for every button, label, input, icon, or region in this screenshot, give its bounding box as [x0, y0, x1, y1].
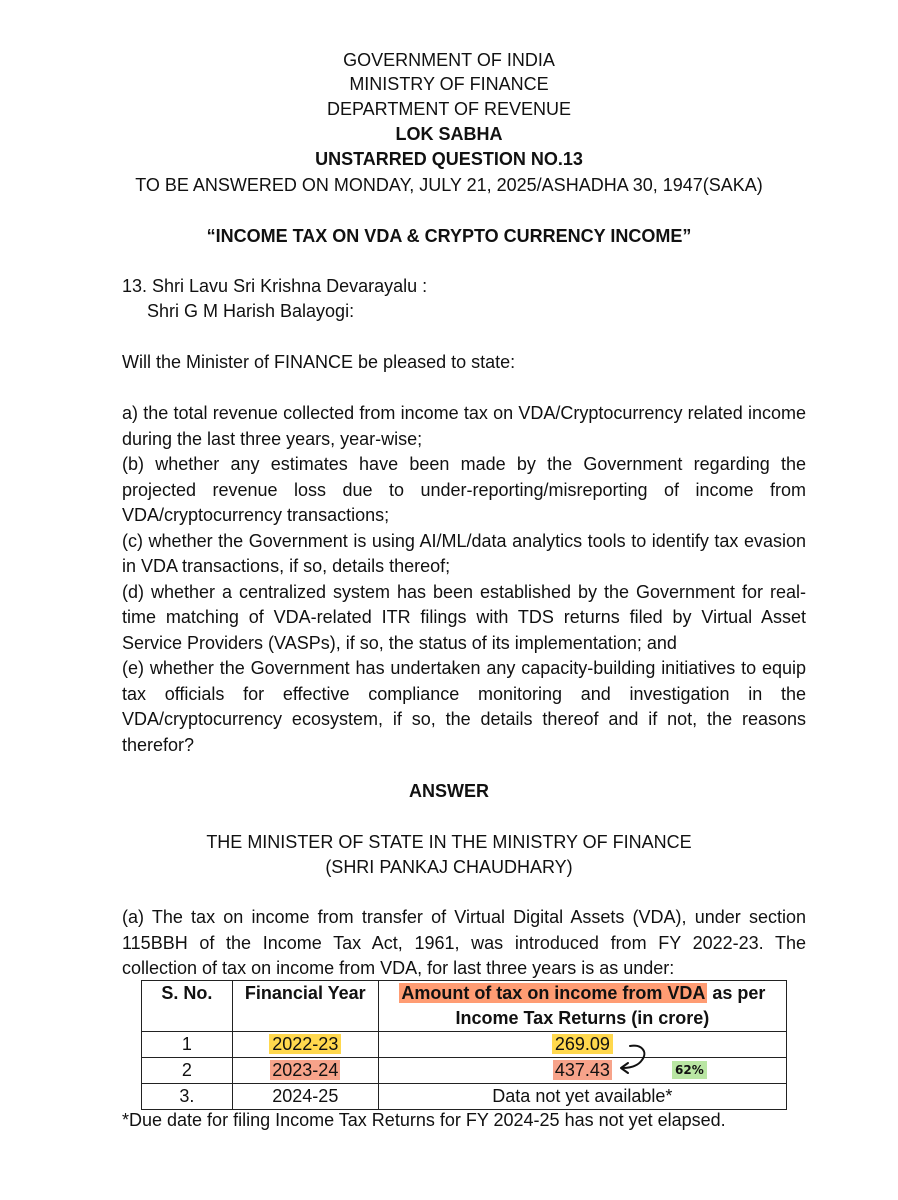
- col-header-year: Financial Year: [232, 981, 378, 1032]
- question-d: (d) whether a centralized system has been established by the Government for real-time matching of VDA-related ITR filings with TDS returns filed by Virtual Asset Service Providers (VASPs), if so, the status of its implementation; and: [122, 581, 806, 653]
- document-title: “INCOME TAX ON VDA & CRYPTO CURRENCY INCOME”: [206, 226, 692, 246]
- header-govt: GOVERNMENT OF INDIA: [343, 50, 555, 70]
- member-1: 13. Shri Lavu Sri Krishna Devarayalu :: [122, 276, 428, 296]
- cell-sno: 1: [142, 1032, 233, 1058]
- amount-highlight: 437.43: [554, 1060, 610, 1080]
- question-list: [122, 401, 806, 758]
- col-header-amount-rest: as per: [712, 983, 766, 1003]
- cell-year: [232, 1058, 378, 1084]
- header-answer-date: TO BE ANSWERED ON MONDAY, JULY 21, 2025/ASHADHA 30, 1947(SAKA): [135, 175, 763, 195]
- question-a: a) the total revenue collected from income tax on VDA/Cryptocurrency related income during the last three years, year-wise;: [122, 403, 806, 449]
- table-row: [142, 1032, 787, 1058]
- minister-name: (SHRI PANKAJ CHAUDHARY): [325, 857, 573, 877]
- header-question-no: UNSTARRED QUESTION NO.13: [315, 149, 583, 169]
- col-header-amount: [378, 981, 786, 1032]
- question-e: (e) whether the Government has undertaken any capacity-building initiatives to equip tax officials for effective compliance monitoring and investigation in the VDA/cryptocurrency ecosystem, if so, the details thereof and if not, the reasons therefor?: [122, 658, 806, 755]
- footnote: *Due date for filing Income Tax Returns for FY 2024-25 has not yet elapsed.: [122, 1110, 726, 1130]
- cell-amount: Data not yet available*: [378, 1084, 786, 1110]
- vda-tax-table: [141, 980, 787, 1110]
- cell-sno: 3.: [142, 1084, 233, 1110]
- table-row: [142, 1084, 787, 1110]
- cell-year: 2024-25: [232, 1084, 378, 1110]
- header-department: DEPARTMENT OF REVENUE: [326, 99, 572, 119]
- col-header-amount-highlight: Amount of tax on income from VDA: [401, 983, 706, 1003]
- question-b: (b) whether any estimates have been made by the Government regarding the projected revenue loss due to under-reporting/misreporting of income from VDA/cryptocurrency transactions;: [122, 454, 806, 525]
- cell-sno: 2: [142, 1058, 233, 1084]
- question-intro: Will the Minister of FINANCE be pleased to state:: [122, 352, 516, 372]
- answer-heading: ANSWER: [409, 781, 489, 801]
- col-header-sno: S. No.: [142, 981, 233, 1032]
- growth-percent-label: 62%: [672, 1061, 707, 1079]
- col-header-amount-line2: Income Tax Returns (in crore): [455, 1008, 710, 1028]
- amount-highlight: 269.09: [552, 1034, 613, 1054]
- cell-amount: [378, 1058, 786, 1084]
- table-header-row: [142, 981, 787, 1032]
- growth-arrow-icon: [608, 1040, 668, 1080]
- header-ministry: MINISTRY OF FINANCE: [349, 74, 549, 94]
- year-highlight: 2023-24: [272, 1060, 339, 1080]
- year-highlight: 2022-23: [269, 1034, 341, 1054]
- question-c: (c) whether the Government is using AI/ML/data analytics tools to identify tax evasion in VDA transactions, if so, details thereof;: [122, 530, 806, 576]
- cell-amount: [378, 1032, 786, 1058]
- header-lok-sabha: LOK SABHA: [395, 124, 503, 144]
- member-2: Shri G M Harish Balayogi:: [147, 301, 355, 321]
- cell-year: [232, 1032, 378, 1058]
- answer-para-a: (a) The tax on income from transfer of Virtual Digital Assets (VDA), under section 115BBH of the Income Tax Act, 1961, was introduced from FY 2022-23. The collection of tax on income from VDA, for last three years is as under:: [122, 907, 806, 978]
- minister-title: THE MINISTER OF STATE IN THE MINISTRY OF FINANCE: [206, 832, 692, 852]
